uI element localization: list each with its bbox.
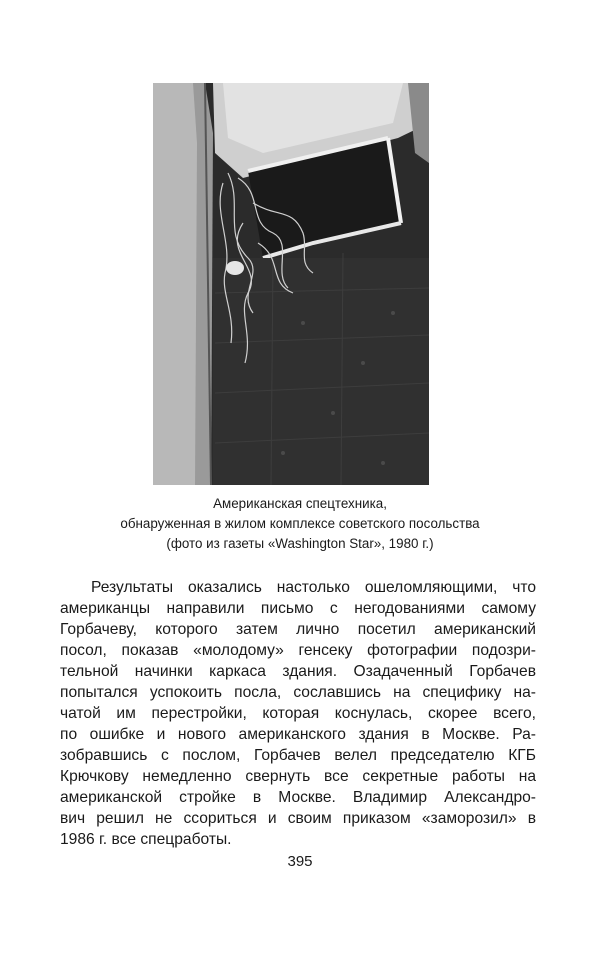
caption-line: Американская спецтехника, [213, 496, 387, 511]
paragraph-line: 1986 г. все спецработы. [60, 831, 232, 848]
figure-caption [0, 494, 600, 554]
caption-line: обнаруженная в жилом комплексе советского посольства [120, 516, 480, 531]
paragraph-line: чатой им перестройки, которая коснулась, скорее всего, [60, 705, 536, 722]
paragraph-line: американской стройке в Москве. Владимир Александро- [60, 789, 536, 806]
page-number: 395 [287, 853, 313, 870]
paragraph-line: зобравшись с послом, Горбачев велел председателю КГБ [60, 747, 536, 764]
paragraph-line: по ошибке и нового американского здания в Москве. Ра- [60, 726, 536, 743]
paragraph-line: американцы направили письмо с негодованиями самому [60, 600, 536, 617]
paragraph-line: попытался успокоить посла, сославшись на специфику на- [60, 684, 536, 701]
paragraph-line: Горбачеву, которого затем лично посетил американский [60, 621, 536, 638]
photo-wall-wires-image [153, 83, 429, 485]
paragraph-line: Результаты оказались настолько ошеломляющими, что [91, 579, 536, 596]
paragraph-line: Крючкову немедленно свернуть все секретные работы на [60, 768, 536, 785]
paragraph-line: вич решил не ссориться и своим приказом «заморозил» в [60, 810, 536, 827]
figure-photo [153, 83, 429, 485]
caption-line: (фото из газеты «Washington Star», 1980 г.) [166, 536, 434, 551]
paragraph-line: посол, показав «молодому» генсеку фотографии подозри- [60, 642, 536, 659]
paragraph-line: тельной начинки каркаса здания. Озадаченный Горбачев [60, 663, 536, 680]
main-paragraph [60, 577, 536, 850]
